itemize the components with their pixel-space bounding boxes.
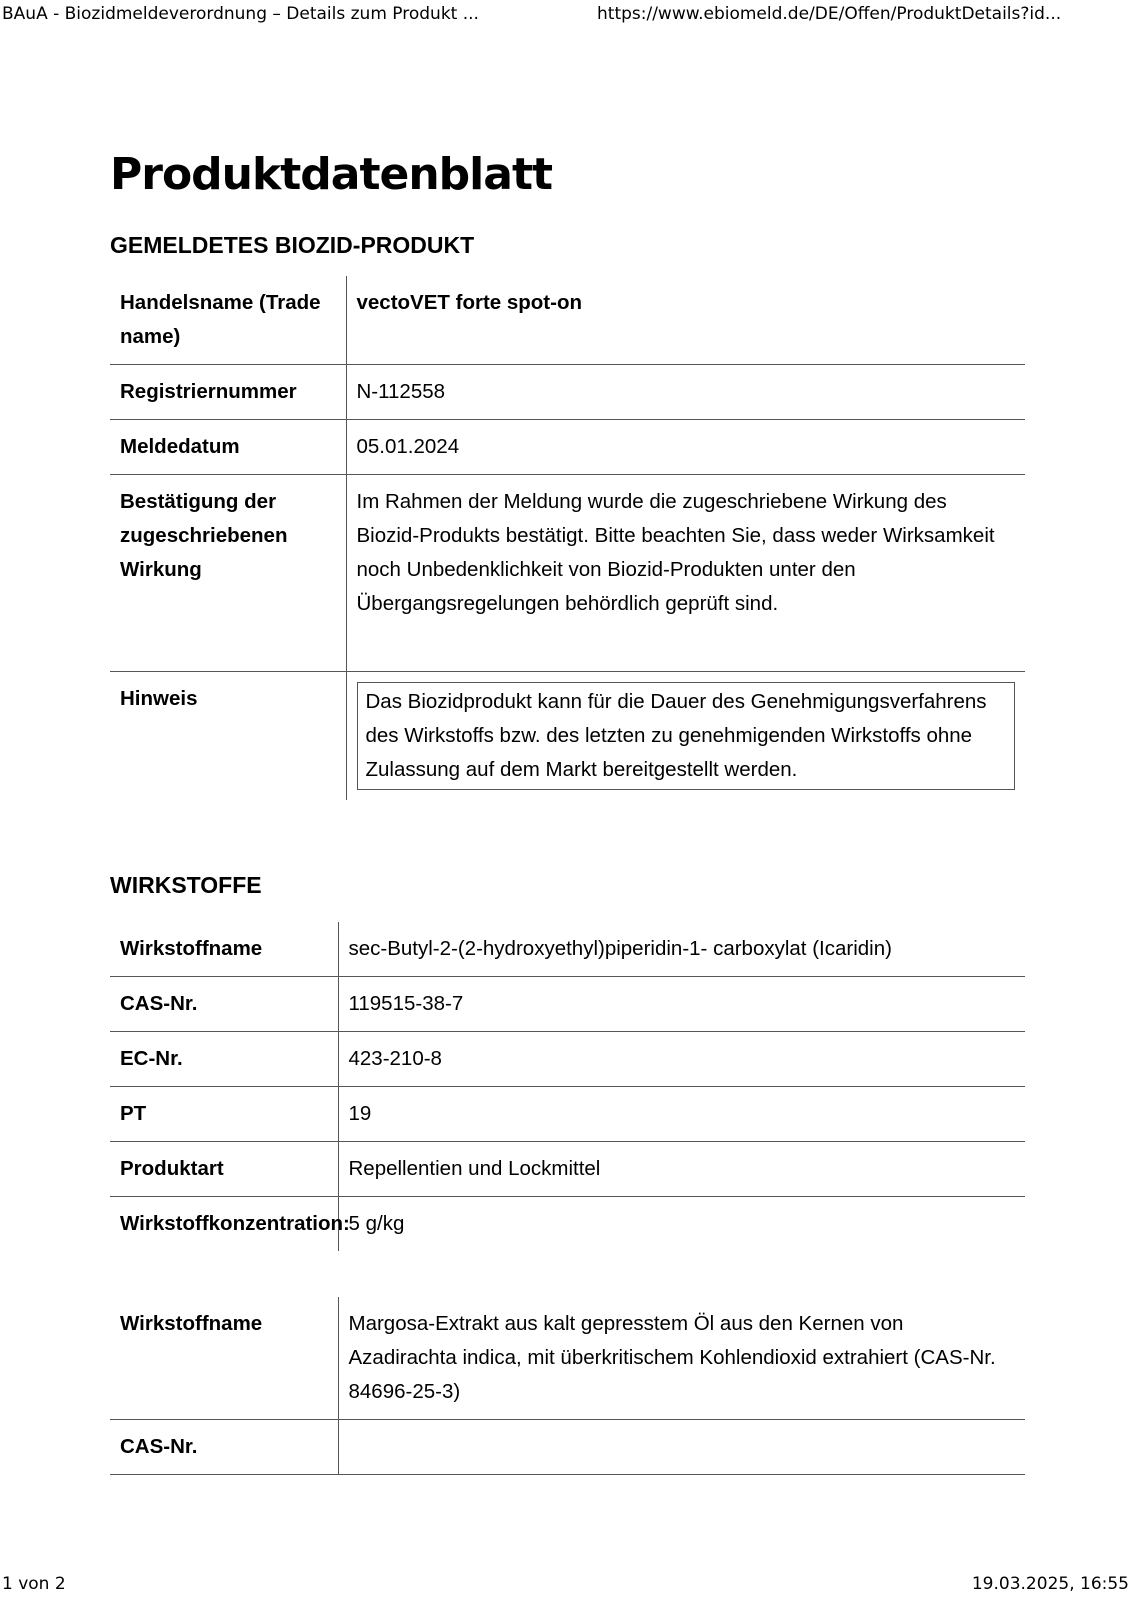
product-section-title: GEMELDETES BIOZID-PRODUKT — [110, 232, 475, 258]
pt-label: PT — [120, 1102, 147, 1125]
report-date-value: 05.01.2024 — [346, 420, 1025, 475]
product-type-value: Repellentien und Lockmittel — [338, 1142, 1025, 1197]
substance-table — [110, 922, 1025, 1251]
trade-name-label: Handelsname (Trade name) — [120, 291, 321, 348]
report-date-label: Meldedatum — [120, 435, 240, 458]
table-row — [110, 1420, 1025, 1475]
table-row — [110, 672, 1025, 801]
registration-label: Registriernummer — [120, 380, 297, 403]
page-title: Produktdatenblatt — [110, 149, 553, 200]
table-row — [110, 1197, 1025, 1252]
print-page-title: BAuA - Biozidmeldeverordnung – Details zum Produkt ... — [2, 4, 479, 24]
cas-value — [338, 1420, 1025, 1475]
ec-label: EC-Nr. — [120, 1047, 183, 1070]
substance-name-value: sec-Butyl-2-(2-hydroxyethyl)piperidin-1- carboxylat (Icaridin) — [338, 922, 1025, 977]
note-label: Hinweis — [120, 687, 198, 710]
pt-value: 19 — [338, 1087, 1025, 1142]
print-header — [0, 4, 1131, 28]
concentration-label: Wirkstoffkonzentration: — [120, 1212, 350, 1235]
ec-value: 423-210-8 — [338, 1032, 1025, 1087]
cas-label: CAS-Nr. — [120, 1435, 198, 1458]
substance-table — [110, 1297, 1025, 1475]
substance-name-label: Wirkstoffname — [120, 1312, 263, 1335]
table-row — [110, 420, 1025, 475]
cas-label: CAS-Nr. — [120, 992, 198, 1015]
print-datetime: 19.03.2025, 16:55 — [971, 1574, 1129, 1594]
concentration-value: 5 g/kg — [338, 1197, 1025, 1252]
print-footer — [0, 1574, 1131, 1598]
note-box: Das Biozidprodukt kann für die Dauer des Genehmigungsverfahrens des Wirkstoffs bzw. des letzten zu genehmigenden Wirkstoffs ohne Zulassung auf dem Markt bereitgestellt werden. — [357, 682, 1016, 790]
product-table — [110, 276, 1025, 800]
table-row — [110, 1142, 1025, 1197]
table-row — [110, 922, 1025, 977]
note-cell — [346, 672, 1025, 801]
table-row — [110, 276, 1025, 365]
table-row — [110, 365, 1025, 420]
trade-name-value: vectoVET forte spot-on — [346, 276, 1025, 365]
main-content — [110, 140, 1025, 1475]
substance-name-label: Wirkstoffname — [120, 937, 263, 960]
confirmation-value: Im Rahmen der Meldung wurde die zugeschriebene Wirkung des Biozid-Produkts bestätigt. Bitte beachten Sie, dass weder Wirksamkeit noch Unbedenklichkeit von Biozid-Produkten unter den Übergangsregelungen behördlich geprüft sind. — [346, 475, 1025, 672]
confirmation-label: Bestätigung der zugeschriebenen Wirkung — [120, 490, 288, 581]
table-row — [110, 1087, 1025, 1142]
table-row — [110, 1297, 1025, 1420]
table-row — [110, 475, 1025, 672]
cas-value: 119515-38-7 — [338, 977, 1025, 1032]
substances-section-title: WIRKSTOFFE — [110, 872, 262, 898]
substance-name-value: Margosa-Extrakt aus kalt gepresstem Öl aus den Kernen von Azadirachta indica, mit überkritischem Kohlendioxid extrahiert (CAS-Nr. 84696-25-3) — [338, 1297, 1025, 1420]
product-type-label: Produktart — [120, 1157, 224, 1180]
print-page-url: https://www.ebiomeld.de/DE/Offen/ProduktDetails?id... — [597, 4, 1062, 24]
table-row — [110, 977, 1025, 1032]
table-row — [110, 1032, 1025, 1087]
registration-value: N-112558 — [346, 365, 1025, 420]
page-number: 1 von 2 — [2, 1574, 66, 1594]
